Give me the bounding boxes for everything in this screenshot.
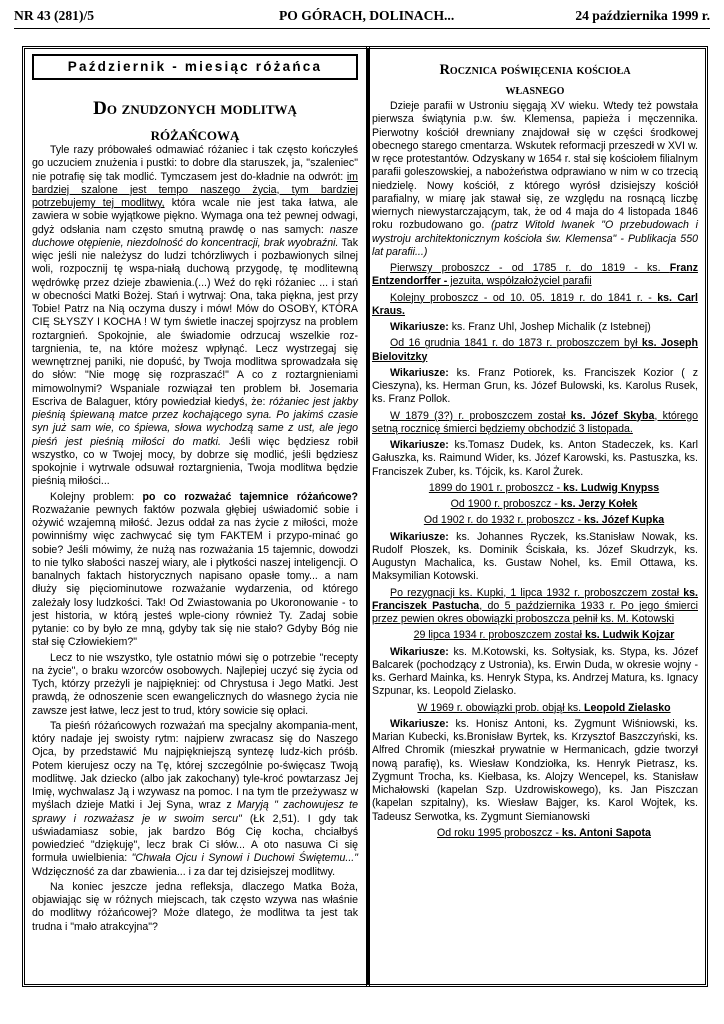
issue-number: NR 43 (281)/5	[14, 8, 95, 23]
paragraph: Ta pieśń różańcowych rozważań ma specjalny akompania-ment, który nadaje jej swoisty rytm: najpierw zwracasz się do Naszego Ojca, by przedstawić Mu najpiękniejszą syntezę ludz-kich próśb. Potem kierujesz oczy na Tę, której szczególnie po-święcasz Twoją modlitwę. Jak dziecko (albo jak zakochany) tyle-kroć powtarzasz Jej Imię, wychwalasz Ją i wzywasz na pomoc. I na tym tle przeżywasz w myślach dzieje Matki i Jej Syna, wraz z Maryją " zachowujesz te sprawy i rozważasz je w swoim sercu" (Łk 2,51). I gdy tak uświadamiasz sobie, jak bardzo Bóg Cię kocha, chciałbyś powiedzieć "dziękuję", lecz brak Ci słów... A oto nasuwa Ci się formuła uwielbienia: "Chwała Ojcu i Synowi i Duchowi Świętemu..." Wdzięczność za dar zbawienia... i za dar tej dzisiejszej modlitwy.	[32, 719, 358, 878]
paragraph: Kolejny problem: po co rozważać tajemnice różańcowe? Rozważanie pewnych faktów pozwala głębiej uświadomić sobie i ożywić wzajemną miłość. Jezus oddał za nas życie z miłości, może powinniśmy więc zachwycać się tym FAKTEM i przypo-minać go sobie? Jeśli mówimy, że nużą nas rozważania 15 tajemnic, dowodzi to nie tylko słabości naszej wiary, ale i płytkości naszej inteligencji. O banalnych faktach historycznych napisano opasłe tomy... a nam dłuży się pięciominutowe rozważanie wydarzenia, od którego zależały losy ludzkości. Tak! Od Zwiastowania po Ukoronowanie - to jest historia, w którą jesteś wplе-ciony również Ty. Zadaj sobie pytanie: co by było ze mną, gdyby tak się nie stało? Gdyby Bóg nie stał się Człowiekiem?"	[32, 490, 358, 649]
parish-entry: W 1879 (3?) r. proboszczem został ks. Józef Skyba, którego setną rocznicę śmierci będziemy obchodzić 3 listopada.	[372, 409, 698, 435]
parish-entry: Od 16 grudnia 1841 r. do 1873 r. proboszczem był ks. Joseph Bielovitzky	[372, 337, 698, 363]
parish-entry: Od 1902 r. do 1932 r. proboszcz - ks. Józef Kupka	[423, 514, 665, 527]
masthead-title: PO GÓRACH, DOLINACH...	[279, 8, 455, 23]
vicars-entry: Wikariusze: ks.Tomasz Dudek, ks. Anton Stadeczek, ks. Karl Gałuszka, ks. Raimund Wider, ks. Józef Karowski, ks. Pastuszka, ks. Franciszek Zuber, ks. Tójcik, ks. Karol Żurek.	[372, 439, 698, 478]
parish-entry: Od roku 1995 proboszcz - ks. Antoni Sapota	[437, 826, 651, 839]
vicars-entry: Wikariusze: ks. M.Kotowski, ks. Sołtysiak, ks. Stypa, ks. Józef Balcarek (pochodzący z Ustronia), ks. Erwin Duda, w okresie wojny - ks. Gerhard Mainka, ks. Henryk Stypa, ks. Andrzej Matura, ks. Ignacy Szpunar, ks. Leopold Zielasko.	[372, 645, 698, 698]
parish-entry: 1899 do 1901 r. proboszcz - ks. Ludwig Knypss	[428, 481, 660, 494]
vicars-entry: Wikariusze: ks. Johannes Ryczek, ks.Stanisław Nowak, ks. Rudolf Płoszek, ks. Dominik Ściskała, ks. Józef Skudrzyk, ks. Augustyn Machalica, ks. Gustaw Nohel, ks. Emil Ottawa, ks. Maksymilian Kotowski.	[372, 530, 698, 583]
parish-entry: Kolejny proboszcz - od 10. 05. 1819 r. do 1841 r. - ks. Carl Kraus.	[372, 291, 698, 317]
intro-paragraph: Dzieje parafii w Ustroniu sięgają XV wieku. Wtedy też powstała pierwsza świątynia p.w. św. Klemensa, papieża i męczennika. Pierwotny kościół drewniany znajdował się w części środkowej obecnego starego cmentarza. Wskutek reformacji przeszedł w XVI w. w ręce protestantów. Odzyskany w 1654 r. stał się kościołem filialnym parafii goleszowskiej, a nabożeństwa odprawiano w nim w co trzecią niedzielę. Nowy kościół, z którego wyrósł dzisiejszy kościół parafialny, w miarę jak stawał się, ze względu na rosnącą liczbę wiernych niewystarczającym, tak, że od 4 maja do 4 listopada 1846 roku rozbudowano go. (patrz Witold Iwanek "O przebudowach i wystroju architektonicznym kościoła św. Klemensa" - Publikacja 550 lat parafii...)	[372, 100, 698, 258]
parish-entry: Pierwszy proboszcz - od 1785 r. do 1819 - ks. Franz Entzendorffer - jezuita, współzałożyciel parafii	[372, 262, 698, 288]
header-rule	[14, 28, 710, 29]
left-title-line2: różańcową	[150, 124, 240, 145]
vicars-entry: Wikariusze: ks. Franz Uhl, Joshep Michalik (z Istebnej)	[390, 321, 651, 333]
vicars-entry: Wikariusze: ks. Honisz Antoni, ks. Zygmunt Wiśniowski, ks. Marian Kubecki, ks.Bronisław Byrtek, ks. Krzysztof Baszczyński, ks. Alfred Chromik (mieszkał prywatnie w Hermanicach, gdzie tworzył nową parafię), ks. Wiesław Kondziołka, ks. Henryk Pietrasz, ks. Zygmunt Trocha, ks. Kiełbasa, ks. Alojzy Wencepel, ks. Stanisław Michałowski (kapelan Szp. Uzdrowiskowego), ks. Jan Piszczan (kapelan szpitalny), ks. Wiesław Bajger, ks. Karol Wojtek, ks. Tadeusz Serwotka, ks. Zygmunt Siemianowski	[372, 717, 698, 823]
page-header	[14, 4, 710, 30]
right-title-line2: własnego	[505, 82, 565, 98]
parish-entry: W 1969 r. obowiązki prob. objął ks. Leopold Zielasko	[417, 701, 671, 714]
right-title-line1: Rocznica poświęcenia kościoła	[439, 62, 631, 78]
issue-date: 24 października 1999 r.	[575, 8, 710, 23]
right-article-title	[372, 60, 698, 100]
paragraph: Lecz to nie wszystko, tyle ostatnio mówi się o potrzebie "recepty na życie", o braku wzorców osobowych. Najlepiej uczyć się życia od Tych, którzy przeżyli je najpiękniej: od Chrystusa i Jego Matki. Jest prawdą, że odnoszenie scen ewangelicznych do własnego życia nie zawsze jest łatwe, lecz jest to trud, który sowicie się opłaci.	[32, 651, 358, 717]
right-article-body	[372, 100, 698, 843]
month-banner: Październik - miesiąc różańca	[32, 54, 358, 80]
left-title-line1: Do znudzonych modlitwą	[93, 98, 297, 119]
paragraph: Tyle razy próbowałeś odmawiać różaniec i tak często kończyłeś go uczuciem znużenia i pustki: to dobre dla staruszek, ja, "szaleniec" nie potrafię się tak modlić. Tymczasem jest do-kładnie na odwrót: im bardziej szalone jest tempo naszego życia, tym bardziej potrzebujemy tej modlitwy, która wcale nie jest taka łatwa, ale zawiera w sobie wyjątkowe piękno. Wymaga ona też pewnej odwagi, gdyż odsłania nam często smutną prawdę o nas samych: nasze duchowe otępienie, niezdolność do koncentracji, brak wyobraźni. Tak więc jeśli nie należysz do ludzi tchórzliwych i pozbawionych silnej woli, rozpocznij tę wspa-niałą duchową przygodę, tę modlitewną wędrówkę przez dzieje zbawienia.(...) Weź do ręki różaniec ... i stań w obecności Matki Bożej. Stań i wytrwaj: Ona, taka piękna, jest przy Tobie! Patrz na Nią oczyma duszy i mów! Mów do OSOBY, KTÓRA CIĘ SŁYSZY I KOCHA ! W tym świetle inaczej spojrzysz na problem roztargnień. Spokojnie, ale świadomie odrzucaj wszelkie roz-targnienia, te, na które możesz wpłynąć. Lecz wystrzegaj się wewnętrznej paniki, nie dopuść, by Twoja modlitwa sprowadzała się do słów: "Nie mogę się rozpraszać!" A co z roztargnieniami mimowolnymi? Wspaniale rozwiązał ten problem bł. Josemaria Escriva de Balaguer, który powiedział kiedyś, że: różaniec jest jakby pieśnią śpiewaną matce przez kochającego syna. Po jakimś czasie syn już sam wie, co śpiewa, słowa wychodzą same z ust, ale jego pieśń jest pieśnią miłości do matki. Jeśli więc będziesz robił wszystko, co w Twojej mocy, by dobrze się modlić, jeśli będziesz spokojnie i wytrwale odsuwał roztargnienia, Twoja modlitwa będzie pieśnią miłości...	[32, 144, 359, 488]
left-article-title	[32, 96, 358, 148]
vicars-entry: Wikariusze: ks. Franz Potiorek, ks. Franciszek Kozior ( z Cieszyna), ks. Herman Grun, ks. Józef Bulowski, ks. Karolus Rusek, ks. Franz Pollok.	[372, 366, 698, 406]
left-article-body	[32, 144, 358, 936]
parish-entry: 29 lipca 1934 r. proboszczem został ks. Ludwik Kojzar	[413, 629, 675, 642]
paragraph: Na koniec jeszcze jedna refleksja, dlaczego Matka Boża, objawiając się w różnych miejscach, tak często wzywa nas właśnie do modlitwy różańcowej? Może dlatego, że modlitwa ta jest tak trudna i "mało atrakcyjna"?	[32, 880, 358, 933]
parish-entry: Po rezygnacji ks. Kupki, 1 lipca 1932 r. proboszczem został ks. Franciszek Pastucha, do 5 października 1933 r. Po jego śmierci przez pewien okres obowiązki proboszcza pełnił ks. M. Kotowski	[372, 586, 698, 625]
parish-entry: Od 1900 r. proboszcz - ks. Jerzy Kołek	[450, 498, 638, 510]
